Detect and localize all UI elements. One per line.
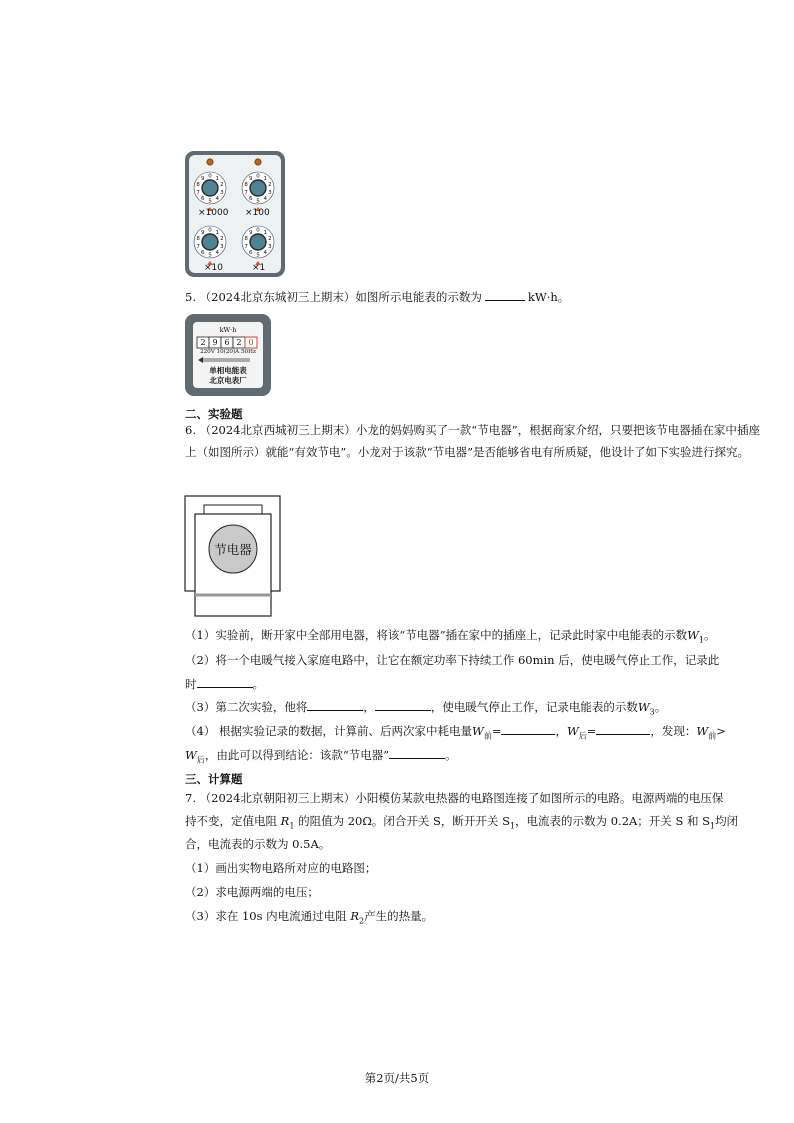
electric-meter-figure xyxy=(184,313,272,397)
dial-label-1000: ×1000 xyxy=(198,208,229,218)
dial-digit: 1 xyxy=(215,229,220,236)
q6-part2-blank[interactable] xyxy=(197,676,253,688)
q7-r2-sub: 2 xyxy=(359,916,365,926)
q7-line2-d: 均闭 xyxy=(715,814,739,828)
q6-part2-line2: 时 。 xyxy=(185,677,264,691)
q7-line2-a: 持不变，定值电阻 xyxy=(185,814,281,828)
meter-unit: kW·h xyxy=(219,326,237,334)
indicator-light-icon xyxy=(207,159,213,165)
q6-part3-sub: 3 xyxy=(649,707,655,717)
dial-digit: 7 xyxy=(244,243,248,250)
dial-digit: 3 xyxy=(268,243,272,250)
meter-digit-4: 2 xyxy=(236,338,242,347)
q6-part4-sub-cmp2: 后 xyxy=(196,755,205,765)
dial-digit: 9 xyxy=(248,229,253,236)
dial-digit: 4 xyxy=(263,196,268,203)
section-heading-experiment: 二、实验题 xyxy=(185,407,243,421)
dial-digit: 0 xyxy=(256,227,260,234)
dial-digit: 2 xyxy=(220,182,224,189)
dial-knob xyxy=(250,180,266,196)
meter-name: 单相电能表 xyxy=(209,366,247,375)
dial-digit: 7 xyxy=(196,243,200,250)
dial-knob xyxy=(202,180,218,196)
q7-part3 xyxy=(185,908,433,929)
dial-digit: 5 xyxy=(208,198,212,205)
dial-digit: 6 xyxy=(248,196,253,203)
dial-digit: 6 xyxy=(200,196,205,203)
q6-part3-blank-2[interactable] xyxy=(375,699,431,711)
dial-digit: 4 xyxy=(263,250,268,257)
q6-part2-text: 时 xyxy=(185,677,197,691)
dial-digit: 7 xyxy=(244,189,248,196)
indicator-light-icon xyxy=(255,159,261,165)
q6-part4-w-cmp2: W xyxy=(185,748,197,762)
q5-text-before: 5. （2024北京东城初三上期末）如图所示电能表的示数为 xyxy=(185,290,482,304)
dial-digit: 3 xyxy=(268,189,272,196)
q7-line2 xyxy=(185,813,738,834)
q6-part4-conclusion: ，由此可以得到结论：该款“节电器” xyxy=(204,748,390,762)
dial-digit: 5 xyxy=(208,252,212,259)
dial-digit: 5 xyxy=(256,198,260,205)
q6-part4-w-before: W xyxy=(471,724,484,738)
q5-text-after: kW·h。 xyxy=(527,290,570,304)
q7-line3: 合，电流表的示数为 0.5A。 xyxy=(185,837,331,851)
meter-spec: 220V 10(20)A 50Hz xyxy=(200,349,256,355)
q7-part3-text-b: 产生的热量。 xyxy=(364,909,434,923)
dial-digit: 7 xyxy=(196,189,200,196)
dial-digit: 2 xyxy=(220,236,224,243)
dial-label-10: ×10 xyxy=(204,263,223,273)
dial-digit: 5 xyxy=(256,252,260,259)
energy-saver-label: 节电器 xyxy=(214,542,252,557)
q6-part4-blank-2[interactable] xyxy=(596,723,650,735)
dial-digit: 9 xyxy=(248,175,253,182)
q6-part4-found: ，发现： xyxy=(650,724,697,738)
q7-s1-sub: 1 xyxy=(509,821,516,831)
q6-part3-text-a: （3）第二次实验，他将 xyxy=(185,700,308,714)
dial-digit: 1 xyxy=(263,175,268,182)
q6-part3: （3）第二次实验，他将 ， ，使电暖气停止工作，记录电能表的示数$W_3$。 xyxy=(185,700,667,717)
dial-digit: 8 xyxy=(244,236,248,243)
q6-part4-end: 。 xyxy=(445,748,457,762)
q7-line1: 7. （2024北京朝阳初三上期末）小阳模仿某款电热器的电路图连接了如图所示的电路。电源两端的电压保 xyxy=(185,791,724,805)
q7-line2-c: ，电流表的示数为 0.2A；开关 S 和 S xyxy=(515,814,711,828)
q6-part2-line1: （2）将一个电暖气接入家庭电路中，让它在额定功率下持续工作 60min 后，使电暖气停止工作，记录此 xyxy=(185,653,720,667)
meter-digit-3: 6 xyxy=(224,338,230,347)
q6-part1-sub: 1 xyxy=(698,635,704,645)
dial-register-figure xyxy=(184,150,286,278)
dial-digit: 8 xyxy=(244,182,248,189)
q6-part4-eq-2: = xyxy=(586,724,597,738)
dial-label-1: ×1 xyxy=(252,263,266,273)
dial-digit: 9 xyxy=(200,229,205,236)
q6-part4-blank-1[interactable] xyxy=(501,723,555,735)
dial-digit: 3 xyxy=(220,189,224,196)
q6-part4-line1: （4） 根据实验记录的数据，计算前、后两次家中耗电量$W_前=$ ，$W_后=$ ，发现：$W_前>$ xyxy=(185,724,726,741)
q6-part4-eq-1: = xyxy=(491,724,502,738)
dial-knob xyxy=(250,234,266,250)
page-footer: 第2页/共5页 xyxy=(364,1071,430,1085)
meter-maker: 北京电表厂 xyxy=(209,376,247,385)
q7-r1-sub: 1 xyxy=(289,821,295,831)
energy-saver-figure xyxy=(184,495,282,617)
q6-part4-w-cmp: W xyxy=(696,724,709,738)
dial-digit: 4 xyxy=(215,196,220,203)
q6-part4-blank-3[interactable] xyxy=(389,747,445,759)
dial-digit: 6 xyxy=(200,250,205,257)
meter-digit-2: 9 xyxy=(212,338,218,347)
q6-part1-var: W xyxy=(687,628,699,642)
q6-part3-text-b: ，使电暖气停止工作，记录电能表的示数 xyxy=(430,700,638,714)
q6-part4-gt: > xyxy=(716,724,726,738)
dial-digit: 9 xyxy=(200,175,205,182)
q7-part3-text: （3）求在 10s 内电流通过电阻 xyxy=(185,909,351,923)
dial-label-100: ×100 xyxy=(245,208,270,218)
dial-digit: 8 xyxy=(196,182,200,189)
q7-line2-b: 的阻值为 20Ω。闭合开关 S，断开开关 S xyxy=(298,814,510,828)
q6-part3-blank-1[interactable] xyxy=(307,699,363,711)
section-heading-calculation: 三、计算题 xyxy=(185,772,243,786)
dial-digit: 1 xyxy=(215,175,220,182)
q6-part3-var: W xyxy=(637,700,650,714)
q5-text xyxy=(185,289,569,305)
q6-part4-w-after: W xyxy=(566,724,579,738)
q5-answer-blank[interactable] xyxy=(485,289,525,301)
meter-digit-5: 0 xyxy=(248,338,254,347)
dial-digit: 0 xyxy=(208,227,212,234)
q6-part4-line2 xyxy=(185,747,457,768)
q7-part2: （2）求电源两端的电压； xyxy=(185,885,319,899)
q6-part4-sub-after: 后 xyxy=(578,731,587,741)
q6-part4-text: （4） 根据实验记录的数据，计算前、后两次家中耗电量 xyxy=(185,724,472,738)
dial-digit: 0 xyxy=(208,173,212,180)
q6-part4-sub-cmp: 前 xyxy=(708,731,717,741)
q7-r1: R xyxy=(280,814,290,828)
q7-r2: R xyxy=(350,909,359,923)
q6-part1: （1）实验前，断开家中全部用电器，将该“节电器”插在家中的插座上，记录此时家中电能表的示数$W_1$。 xyxy=(185,628,716,645)
q6-part4-sub-before: 前 xyxy=(483,731,492,741)
dial-digit: 4 xyxy=(215,250,220,257)
q6-stem: 6. （2024北京西城初三上期末）小龙的妈妈购买了一款“节电器”，根据商家介绍，只要把该节电器插在家中插座上（如图所示）就能“有效节电”。小龙对于该款“节电器”是否能够省电有所质疑，他设计了如下实验进行探究。 xyxy=(185,423,760,459)
dial-digit: 2 xyxy=(268,182,272,189)
dial-digit: 3 xyxy=(220,243,224,250)
q7-s1-sub-2: 1 xyxy=(710,821,716,831)
dial-knob xyxy=(202,234,218,250)
meter-digit-1: 2 xyxy=(200,338,206,347)
dial-digit: 0 xyxy=(256,173,260,180)
q7-part1: （1）画出实物电路所对应的电路图； xyxy=(185,861,377,875)
dial-digit: 8 xyxy=(196,236,200,243)
dial-digit: 2 xyxy=(268,236,272,243)
q6-part1-text: （1）实验前，断开家中全部用电器，将该“节电器”插在家中的插座上，记录此时家中电能表的示数 xyxy=(185,628,688,642)
dial-digit: 1 xyxy=(263,229,268,236)
dial-digit: 6 xyxy=(248,250,253,257)
